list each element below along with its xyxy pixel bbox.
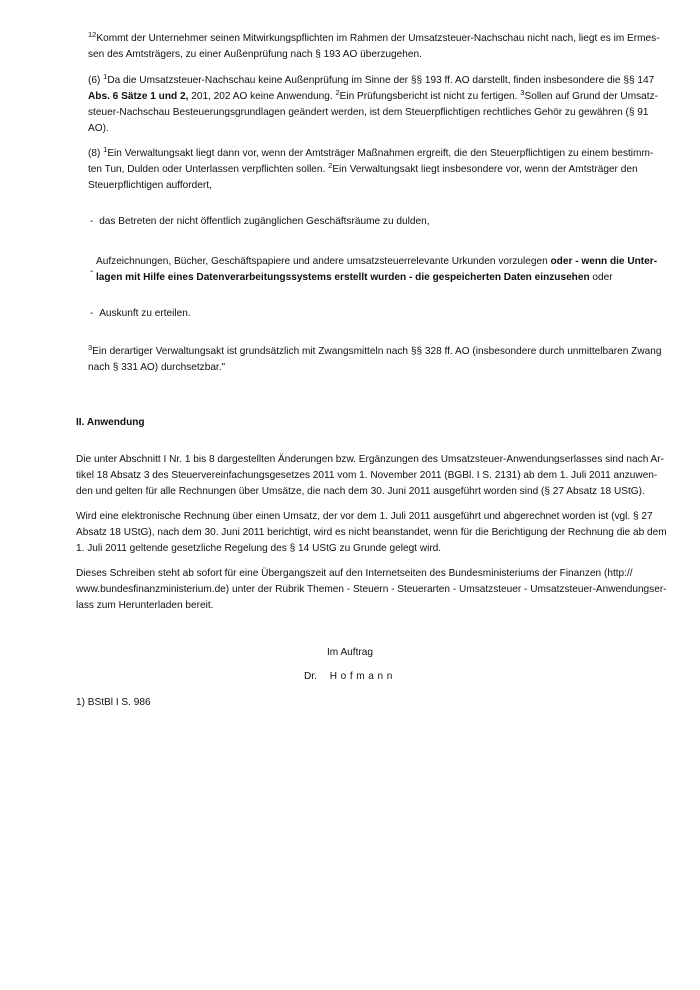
section-paragraph-1-line-2: tikel 18 Absatz 3 des Steuervereinfachungsgesetzes 2011 vom 1. November 2011 (BGBl. I S. 2131) ab dem 1. Juli 2011 anzuwen-	[76, 470, 658, 481]
signature-intro: Im Auftrag	[326, 647, 373, 658]
paragraph-6-line-3: steuer-Nachschau Besteuerungsgrundlagen geändert werden, ist dem Steuerpflichtigen rechtliches Gehör zu gewähren (§ 91	[88, 107, 649, 118]
continuation-paragraph	[88, 31, 660, 63]
section-paragraph-3-line-2: www.bundesfinanzministerium.de) unter der Rubrik Themen - Steuern - Steuerarten - Umsatzsteuer - Umsatzsteuer-Anwendungser-	[76, 584, 667, 595]
continuation-line-1: $^{12}$Kommt der Unternehmer seinen Mitwirkungspflichten im Rahmen der Umsatzsteuer-Nachschau nicht nach, liegt es im Ermes-	[88, 30, 660, 44]
continuation-line-2: sen des Amtsträgers, zu einer Außenprüfung nach § 193 AO überzugehen.	[88, 49, 422, 60]
section-paragraph-3	[76, 566, 667, 614]
section-paragraph-2-line-2: Absatz 18 UStG), nach dem 30. Juni 2011 berichtigt, wird es nicht beanstandet, wenn für die Berichtigung der Rechnung die ab dem	[76, 527, 667, 538]
bullet-item-2-line-1: Aufzeichnungen, Bücher, Geschäftspapiere und andere umsatzsteuerrelevante Urkunden vorzulegen oder - wenn die Unter-	[96, 256, 658, 267]
closing-line-1: $^3$Ein derartiger Verwaltungsakt ist grundsätzlich mit Zwangsmitteln nach §§ 328 ff. AO (insbesondere durch unmittelbaren Zwang	[88, 343, 662, 357]
bullet-item-2	[96, 254, 657, 286]
bullet-item-2-line-2: lagen mit Hilfe eines Datenverarbeitungssystems erstellt wurden - die gespeicherten Daten einzusehen oder	[96, 272, 613, 283]
paragraph-8	[88, 146, 653, 194]
paragraph-6-line-4: AO).	[88, 123, 109, 134]
section-paragraph-3-line-1: Dieses Schreiben steht ab sofort für eine Übergangszeit auf den Internetseiten des Bundesministeriums der Finanzen (http://	[76, 568, 633, 579]
section-paragraph-1-line-1: Die unter Abschnitt I Nr. 1 bis 8 dargestellten Änderungen bzw. Ergänzungen des Umsatzsteuer-Anwendungserlasses sind nach Ar-	[76, 454, 665, 465]
paragraph-8-line-2: ten Tun, Dulden oder Unterlassen verpflichten sollen. $^2$Ein Verwaltungsakt liegt insbesondere vor, wenn der Amtsträger den	[88, 161, 638, 175]
bullet-item-1: - das Betreten der nicht öffentlich zugänglichen Geschäftsräume zu dulden,	[90, 216, 430, 227]
section-paragraph-2-line-3: 1. Juli 2011 geltende gesetzliche Regelung des § 14 UStG zu Grunde gelegt wird.	[76, 543, 442, 554]
section-paragraph-2-line-1: Wird eine elektronische Rechnung über einen Umsatz, der vor dem 1. Juli 2011 ausgeführt und abgerechnet worden ist (vgl. § 27	[76, 511, 653, 522]
section-paragraph-3-line-3: lass zum Herunterladen bereit.	[76, 600, 214, 611]
bullet-item-2-dash	[90, 264, 93, 280]
paragraph-6	[88, 73, 658, 137]
signature-title: Dr.	[304, 671, 317, 682]
closing-paragraph	[88, 344, 661, 376]
section-paragraph-2	[76, 509, 667, 557]
signature-name: Hofmann	[329, 671, 396, 682]
section-paragraph-1-line-3: den und gelten für alle Rechnungen über Umsätze, die nach dem 30. Juni 2011 ausgeführt worden sind (§ 27 Absatz 18 UStG).	[76, 486, 645, 497]
paragraph-8-line-1: (8) $^1$Ein Verwaltungsakt liegt dann vor, wenn der Amtsträger Maßnahmen ergreift, die den Steuerpflichtigen zu einem bestimm-	[88, 145, 654, 159]
paragraph-6-line-1: (6) $^1$Da die Umsatzsteuer-Nachschau keine Außenprüfung im Sinne der §§ 193 ff. AO darstellt, finden insbesondere die §§ 147	[88, 72, 655, 86]
bullet-item-3: - Auskunft zu erteilen.	[90, 308, 191, 319]
section-paragraph-1	[76, 452, 664, 500]
paragraph-6-line-2: Abs. 6 Sätze 1 und 2, 201, 202 AO keine Anwendung. $^2$Ein Prüfungsbericht ist nicht zu fertigen. $^3$Sollen auf Grund der Umsatz-	[88, 88, 658, 102]
signature-name-line	[0, 669, 700, 685]
bullet-dash: -	[90, 216, 94, 227]
bullet-dash: -	[90, 308, 94, 319]
footnote: 1) BStBl I S. 986	[76, 697, 151, 708]
bullet-dash: -	[90, 266, 94, 277]
paragraph-8-line-3: Steuerpflichtigen auffordert,	[88, 180, 212, 191]
closing-line-2: nach § 331 AO) durchsetzbar."	[88, 362, 226, 373]
section-heading: II. Anwendung	[76, 417, 145, 428]
